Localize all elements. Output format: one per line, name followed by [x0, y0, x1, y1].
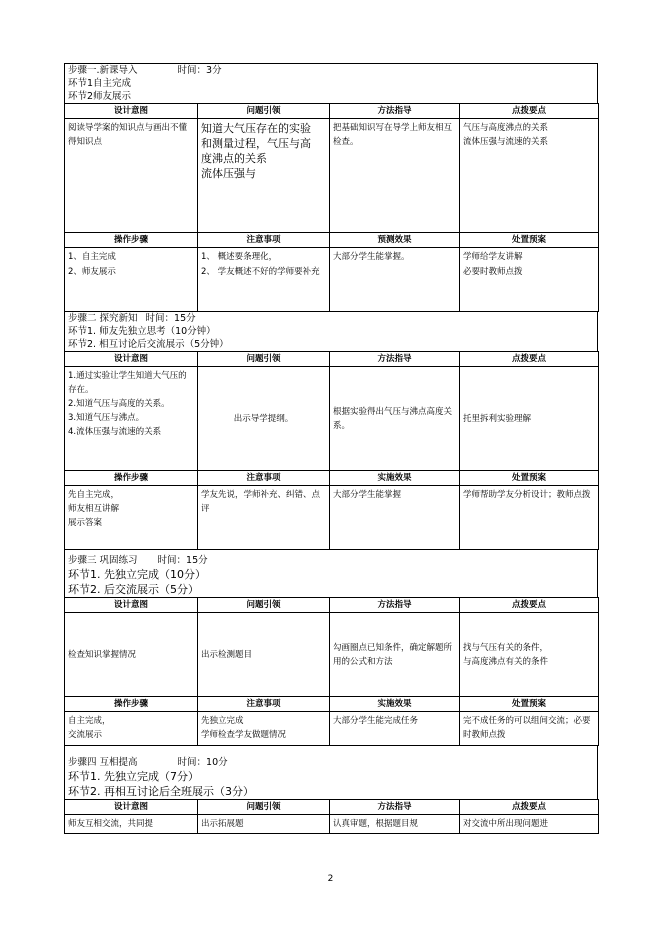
table-row [65, 367, 599, 471]
step3-link2: 环节2. 后交流展示（5分） [68, 583, 199, 596]
notes-line: 学师检查学友做题情况 [201, 730, 287, 740]
step4-link1: 环节1. 先独立完成（7分） [68, 770, 199, 783]
step2-link2: 环节2. 相互讨论后交流展示（5分钟） [68, 339, 229, 350]
table-row [65, 815, 599, 834]
header-cell: 问题引领 [198, 104, 330, 119]
question-line: 度沸点的关系 [201, 152, 267, 165]
method-cell: 根据实验得出气压与沸点高度关系。 [330, 367, 460, 471]
notes-line: 1、 概述要条理化， [201, 252, 278, 262]
page-number: 2 [327, 874, 334, 884]
table-row [65, 613, 599, 697]
points-line: 气压与高度沸点的关系 [463, 123, 549, 133]
table-row [65, 486, 599, 550]
step1-link1: 环节1自主完成 [68, 78, 132, 89]
step4-table [64, 799, 599, 834]
method-cell: 勾画圈点已知条件，确定解题所用的公式和方法 [330, 613, 460, 697]
step1-time: 时间：3分 [177, 65, 222, 76]
header-cell: 预测效果 [330, 233, 460, 248]
header-cell: 操作步骤 [65, 233, 198, 248]
step4-title: 步骤四 互相提高 [68, 757, 138, 768]
plan-line: 学师给学友讲解 [463, 252, 523, 262]
header-cell: 处置预案 [460, 697, 599, 712]
table-header-row [65, 104, 599, 119]
step2-time: 时间：15分 [145, 313, 196, 324]
header-cell: 方法指导 [330, 800, 460, 815]
step3-link1: 环节1. 先独立完成（10分） [68, 568, 206, 581]
effect-cell: 大部分学生能完成任务 [330, 712, 460, 746]
plan-cell [460, 248, 599, 312]
header-cell: 处置预案 [460, 233, 599, 248]
step1-title: 步骤一.新课导入 [68, 65, 138, 76]
header-cell: 方法指导 [330, 598, 460, 613]
header-cell: 操作步骤 [65, 471, 198, 486]
document-page [64, 63, 598, 834]
method-cell: 把基础知识写在导学上师友相互检查。 [330, 119, 460, 233]
header-cell: 操作步骤 [65, 697, 198, 712]
intent-line: 2.知道气压与高度的关系。 [68, 399, 170, 409]
step3-title: 步骤三 巩固练习 [68, 555, 138, 566]
step4-title-line [65, 756, 597, 769]
header-cell: 点拨要点 [460, 104, 599, 119]
step3-title-line [65, 554, 597, 567]
points-cell [460, 613, 599, 697]
ops-cell [65, 486, 198, 550]
ops-line: 展示答案 [68, 518, 103, 528]
points-cell: 托里拆利实验理解 [460, 367, 599, 471]
notes-cell [198, 712, 330, 746]
table-row [65, 248, 599, 312]
table-row [65, 119, 599, 233]
ops-cell [65, 712, 198, 746]
notes-line: 先独立完成 [201, 716, 244, 726]
question-cell [198, 119, 330, 233]
question-cell: 出示拓展题 [198, 815, 330, 834]
step1-section [64, 63, 598, 103]
intent-line: 3.知道气压与沸点。 [68, 413, 145, 423]
ops-line: 先自主完成， [68, 490, 120, 500]
header-cell: 点拨要点 [460, 800, 599, 815]
intent-cell [65, 367, 198, 471]
notes-cell [198, 248, 330, 312]
header-cell: 设计意图 [65, 104, 198, 119]
header-cell: 方法指导 [330, 352, 460, 367]
step4-section [64, 746, 598, 799]
ops-line: 自主完成， [68, 716, 111, 726]
header-cell: 设计意图 [65, 800, 198, 815]
intent-cell: 师友互相交流，共同提 [65, 815, 198, 834]
table-header-row [65, 598, 599, 613]
table-header-row [65, 233, 599, 248]
intent-line: 4.流体压强与流速的关系 [68, 427, 162, 437]
header-cell: 注意事项 [198, 233, 330, 248]
step3-table [64, 597, 599, 746]
step2-section [64, 312, 598, 351]
table-header-row [65, 697, 599, 712]
header-cell: 问题引领 [198, 352, 330, 367]
plan-cell: 完不成任务的可以组间交流；必要时教师点拨 [460, 712, 599, 746]
ops-line: 1、自主完成 [68, 252, 116, 262]
question-cell: 出示检测题目 [198, 613, 330, 697]
points-line: 找与气压有关的条件， [463, 642, 549, 653]
header-cell: 点拨要点 [460, 352, 599, 367]
table-header-row [65, 352, 599, 367]
intent-cell: 检查知识掌握情况 [65, 613, 198, 697]
step4-time: 时间：10分 [177, 757, 228, 768]
step2-title: 步骤二 探究新知 [68, 313, 138, 324]
ops-line: 师友相互讲解 [68, 504, 120, 514]
ops-line: 2、师友展示 [68, 267, 116, 277]
header-cell: 实施效果 [330, 697, 460, 712]
ops-cell [65, 248, 198, 312]
effect-cell: 大部分学生能掌握 [330, 486, 460, 550]
table-header-row [65, 471, 599, 486]
step3-time: 时间：15分 [157, 555, 208, 566]
step1-table [64, 103, 599, 312]
step2-link1: 环节1. 师友先独立思考（10分钟） [68, 326, 216, 337]
intent-line: 1.通过实验让学生知道大气压的存在。 [68, 371, 187, 395]
points-cell [460, 119, 599, 233]
plan-cell: 学师帮助学友分析设计；教师点拨 [460, 486, 599, 550]
header-cell: 注意事项 [198, 697, 330, 712]
header-cell: 问题引领 [198, 800, 330, 815]
table-header-row [65, 800, 599, 815]
table-row [65, 712, 599, 746]
question-line: 流体压强与 [201, 167, 256, 180]
question-line: 和测量过程，气压与高 [201, 137, 311, 150]
ops-line: 交流展示 [68, 730, 103, 740]
step3-section [64, 550, 598, 597]
header-cell: 注意事项 [198, 471, 330, 486]
effect-cell: 大部分学生能掌握。 [330, 248, 460, 312]
points-line: 与高度沸点有关的条件 [463, 656, 549, 667]
header-cell: 设计意图 [65, 598, 198, 613]
step2-table [64, 351, 599, 550]
header-cell: 实施效果 [330, 471, 460, 486]
header-cell: 处置预案 [460, 471, 599, 486]
question-line: 知道大气压存在的实验 [201, 122, 311, 135]
method-cell: 认真审题，根据题目规 [330, 815, 460, 834]
step2-title-line [65, 312, 597, 325]
step1-title-line [65, 64, 597, 77]
points-cell: 对交流中所出现问题进 [460, 815, 599, 834]
notes-cell: 学友先说，学师补充、纠错、点评 [198, 486, 330, 550]
notes-line: 2、 学友概述不好的学师要补充 [201, 267, 320, 277]
header-cell: 问题引领 [198, 598, 330, 613]
step1-link2: 环节2师友展示 [68, 91, 132, 102]
intent-cell: 阅读导学案的知识点与画出不懂得知识点 [65, 119, 198, 233]
step4-link2: 环节2. 再相互讨论后全班展示（3分） [68, 785, 254, 798]
header-cell: 方法指导 [330, 104, 460, 119]
points-line: 流体压强与流速的关系 [463, 137, 549, 147]
header-cell: 设计意图 [65, 352, 198, 367]
header-cell: 点拨要点 [460, 598, 599, 613]
plan-line: 必要时教师点拨 [463, 267, 523, 277]
question-cell: 出示导学提纲。 [198, 367, 330, 471]
